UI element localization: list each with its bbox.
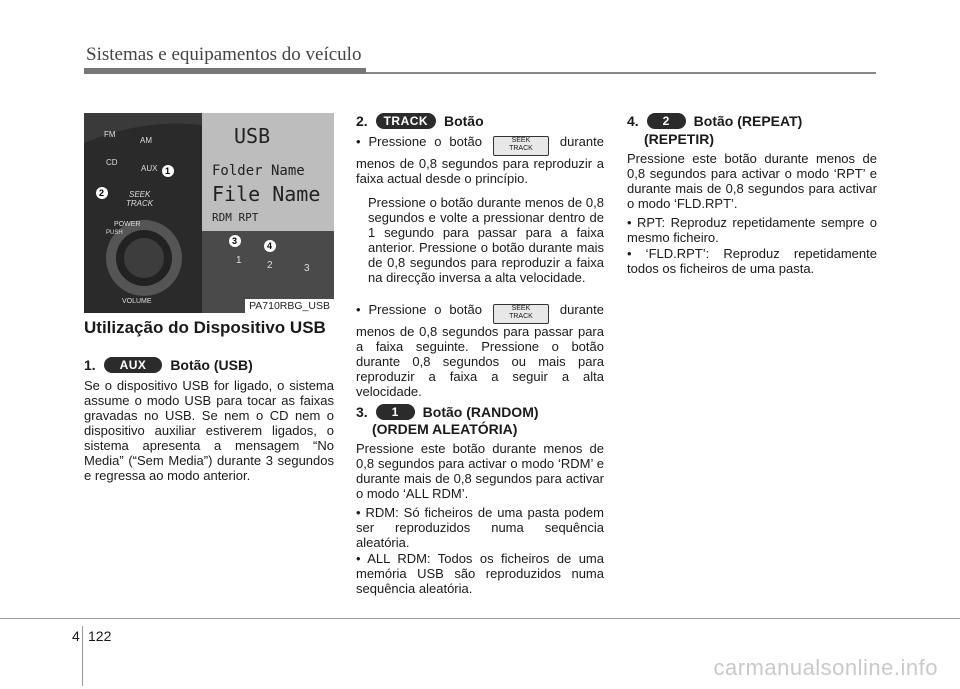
callout-2: 2 [99,188,105,198]
sk1-seek: SEEK [511,137,531,144]
preset-1-label: 1 [236,255,242,266]
footer-divider [82,626,83,686]
power-label: POWER [114,221,141,228]
callout-3: 3 [232,236,238,246]
s3-number: 3. [356,404,368,420]
footer-rule [0,618,960,619]
button-2-badge: 2 [647,113,686,129]
sk1-track: TRACK [509,145,533,152]
screen-status: RDM RPT [212,211,259,224]
track-badge: TRACK [376,113,437,129]
page-number: 122 [88,628,112,644]
sk2-track: TRACK [509,313,533,320]
usb-panel-figure [84,113,334,313]
b2-pre: • Pressione o botão [356,302,482,317]
s2-title: Botão [443,113,484,129]
seek-track-down-icon [493,136,549,156]
s2-number: 2. [356,113,368,129]
usb-button-subheading [84,357,253,374]
button-1-badge: 1 [376,404,415,420]
callout-4: 4 [267,241,273,251]
random-bullet-rdm: • RDM: Só ficheiros de uma pasta podem ser reproduzidos numa sequência aleatória. [356,505,604,550]
track-bullet-2 [356,302,604,399]
aux-badge: AUX [104,357,163,373]
preset-2-label: 2 [267,260,273,271]
random-bullet-all-rdm: • ALL RDM: Todos os ficheiros de uma memória USB são reproduzidos numa sequência aleatória. [356,551,604,596]
s1-title: Botão (USB) [170,357,253,373]
chapter-number: 4 [72,628,80,644]
screen-folder: Folder Name [212,163,305,179]
callout-1: 1 [165,166,171,176]
s4-title: Botão (REPEAT) [693,113,803,129]
aux-label: AUX [141,164,158,173]
sk2-seek: SEEK [511,305,531,312]
b1-post: durante menos de 0,8 segundos para reproduzir a faixa actual desde o princípio. [356,134,604,186]
s3-title: Botão (RANDOM) [422,404,539,420]
repeat-paragraph: Pressione este botão durante menos de 0,8 segundos para activar o modo ‘RPT’ e durante mais de 0,8 segundos para activar o modo ‘FLD.RPT’. [627,151,877,211]
usb-paragraph: Se o dispositivo USB for ligado, o sistema assume o modo USB para tocar as faixas gravadas no USB. Se nem o CD nem o dispositivo auxiliar estiverem ligados, o sistema apresenta a mensagem “No Media” (“Sem Media”) durante 3 segundos e regressa ao modo anterior. [84,378,334,483]
random-button-subheading [356,404,539,421]
page-header-title: Sistemas e equipamentos do veículo [86,44,362,65]
radio-panel-illustration [84,113,334,313]
track-label: TRACK [126,199,154,208]
random-subheading-line2: (ORDEM ALEATÓRIA) [372,421,518,437]
s4-number: 4. [627,113,639,129]
screen-file: File Name [212,182,321,206]
seek-label: SEEK [129,190,151,199]
b1-pre: • Pressione o botão [356,134,482,149]
figure-caption: PA710RBG_USB [245,299,334,313]
header-rule [366,72,876,74]
preset-3-label: 3 [304,263,310,274]
seek-track-up-icon [493,304,549,324]
random-paragraph: Pressione este botão durante menos de 0,8 segundos para activar o modo ‘RDM’ e durante mais de 0,8 segundos para activar o modo ‘ALL RDM’. [356,441,604,501]
repeat-bullet-fld-rpt: • ‘FLD.RPT’: Reproduz repetidamente todos os ficheiros de uma pasta. [627,246,877,276]
am-label: AM [140,136,152,145]
watermark: carmanualsonline.info [713,655,938,680]
b2-post: durante menos de 0,8 segundos para passar para a faixa seguinte. Pressione o botão durante 0,8 segundos ou mais para reproduzir a faixa a seguir a alta velocidade. [356,302,604,399]
s1-number: 1. [84,357,96,373]
track-bullet-1-more: Pressione o botão durante menos de 0,8 segundos e volte a pressionar dentro de 1 segundo para passar para a faixa anterior. Pressione o botão durante mais de 0,8 segundos para reproduzir a faixa na direcção inversa a alta velocidade. [368,195,604,285]
fm-label: FM [104,130,116,139]
repeat-subheading-line2: (REPETIR) [644,131,714,147]
repeat-button-subheading [627,113,802,130]
header-bar [84,68,366,74]
push-label: PUSH [106,230,123,236]
cd-label: CD [106,158,118,167]
track-bullet-1 [356,134,604,186]
volume-label: VOLUME [122,298,152,305]
repeat-bullet-rpt: • RPT: Reproduz repetidamente sempre o mesmo ficheiro. [627,215,877,245]
screen-title: USB [234,124,271,148]
section-heading: Utilização do Dispositivo USB [84,318,326,337]
track-button-subheading [356,113,484,130]
